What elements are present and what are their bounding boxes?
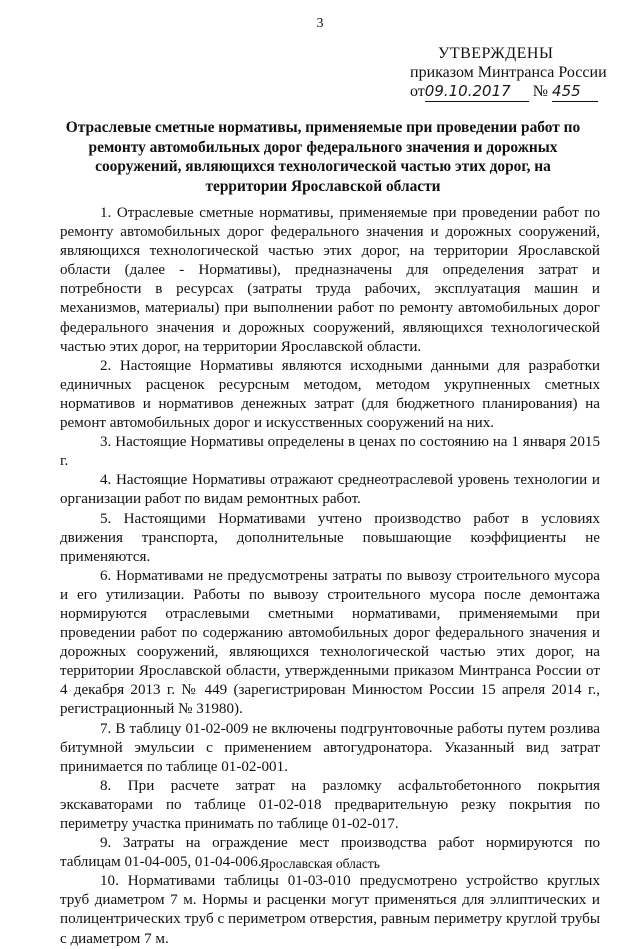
paragraph-8: 8. При расчете затрат на разломку асфальтобетонного покрытия экскаваторами по таблице 01-02-018 предварительную резку покрытия по периметру участка принимать по таблице 01-02-017. bbox=[60, 777, 600, 832]
paragraph-9: 9. Затраты на ограждение мест производства работ нормируются по таблицам 01-04-005, 01-04-006. bbox=[60, 835, 600, 871]
handwritten-number: 455 bbox=[552, 82, 598, 102]
approving-order: приказом Минтранса России bbox=[410, 64, 607, 81]
order-date-number bbox=[410, 82, 630, 102]
paragraph-3: 3. Настоящие Нормативы определены в ценах по состоянию на 1 января 2015 г. bbox=[60, 434, 600, 470]
paragraph-7: 7. В таблицу 01-02-009 не включены подгрунтовочные работы путем розлива битумной эмульсии с применением автогудронатора. Указанный вид затрат принимается по таблице 01-02-001. bbox=[60, 720, 600, 775]
number-label: № bbox=[532, 83, 549, 100]
paragraph-4: 4. Настоящие Нормативы отражают среднеотраслевой уровень технологии и организации работ по видам ремонтных работ. bbox=[60, 472, 600, 508]
paragraph-6: 6. Нормативами не предусмотрены затраты по вывозу строительного мусора и его утилизации. Работы по вывозу строительного мусора после демонтажа нормируются отраслевыми сметными нормативами, применяемыми при проведении работ по содержанию автомобильных дорог федерального значения и дорожных сооружений, являющихся технологической частью этих дорог, на территории Ярославской области, утвержденными приказом Минтранса России от 4 декабря 2013 г. № 449 (зарегистрирован Минюстом России 15 апреля 2014 г., регистрационный № 31980). bbox=[60, 567, 600, 718]
from-label: от bbox=[410, 83, 425, 100]
paragraph-10: 10. Нормативами таблицы 01-03-010 предусмотрено устройство круглых труб диаметром 7 м. Нормы и расценки могут применяться для эллиптических и полицентрических труб с периметром отверстия, равным периметру круглой трубы с диаметром 7 м. bbox=[60, 873, 600, 947]
document-title: Отраслевые сметные нормативы, применяемые при проведении работ по ремонту автомобильных дорог федерального значения и дорожных сооружений, являющихся технологической частью этих дорог, на территории Ярославской области bbox=[65, 119, 581, 195]
footer-region: Ярославская область bbox=[260, 856, 380, 871]
paragraph-1: 1. Отраслевые сметные нормативы, применяемые при проведении работ по ремонту автомобильных дорог федерального значения и дорожных сооружений, являющихся технологической частью этих дорог, на территории Ярославской области (далее - Нормативы), предназначены для определения затрат и потребности в ресурсах (затраты труда рабочих, эксплуатация машин и механизмов, материалы) при выполнении работ по ремонту автомобильных дорог федерального значения и дорожных сооружений, являющихся технологической частью этих дорог, на территории Ярославской области. bbox=[60, 205, 600, 355]
paragraph-2: 2. Настоящие Нормативы являются исходными данными для разработки единичных расценок ресурсным методом, методом укрупненных сметных нормативов и нормативов денежных затрат (для бюджетного планирования) на ремонт автомобильных дорог и искусственных сооружений на них. bbox=[60, 357, 600, 432]
approval-stamp bbox=[410, 44, 630, 102]
document-body bbox=[60, 204, 600, 949]
paragraph-5: 5. Настоящими Нормативами учтено производство работ в условиях движения транспорта, дополнительные повышающие коэффициенты не применяются. bbox=[60, 510, 600, 565]
handwritten-date: 09.10.2017 bbox=[425, 82, 529, 102]
approved-heading: УТВЕРЖДЕНЫ bbox=[438, 45, 554, 62]
page-number: 3 bbox=[316, 16, 324, 31]
